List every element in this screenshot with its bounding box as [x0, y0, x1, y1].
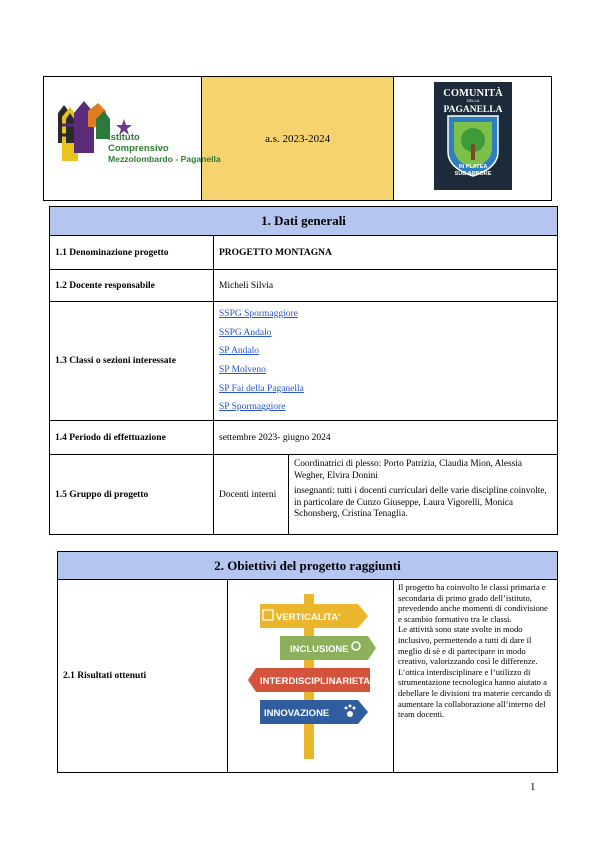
risultati-paragraph-3: L’ottica interdisciplinare e l’utilizzo di strumentazione tecnologica hanno aiutato a debellare le divisioni tra materie cercando di aumentare la collaborazione all’interno del team docenti. [398, 666, 552, 720]
label-classi: 1.3 Classi o sezioni interessate [50, 302, 214, 421]
row-periodo [50, 421, 558, 455]
school-logo-line1: Istituto [108, 132, 140, 143]
sign-verticalita: VERTICALITA' [275, 612, 340, 623]
signpost-illustration [246, 586, 376, 761]
school-logo-cell [44, 77, 221, 201]
comunita-logo-della: DELLA [466, 98, 479, 103]
row-denominazione [50, 236, 558, 270]
section2-title: 2. Obiettivi del progetto raggiunti [214, 557, 401, 573]
school-logo-line3: Mezzolombardo - Paganella [108, 154, 221, 164]
signpost-image-cell [228, 580, 394, 773]
page-number: 1 [530, 781, 536, 793]
link-sspg-andalo[interactable]: SSPG Andalo [219, 327, 272, 338]
risultati-paragraph-1: Il progetto ha coinvolto le classi primaria e secondaria di primo grado dell’istituto, prevedendo anche momenti di condivisione e scambio formativo tra le classi. [398, 582, 548, 624]
section1-header [50, 207, 558, 236]
school-logo-line2: Comprensivo [108, 143, 169, 154]
row-docente [50, 270, 558, 302]
link-sp-andalo[interactable]: SP Andalo [219, 346, 260, 357]
section1-title: 1. Dati generali [261, 213, 346, 228]
comunita-logo-top: COMUNITÀ [442, 88, 503, 99]
label-denominazione: 1.1 Denominazione progetto [50, 236, 214, 270]
link-sp-spormaggiore[interactable]: SP Spormaggiore [219, 402, 286, 413]
dati-generali-table [49, 206, 558, 535]
comunita-logo-cell [394, 77, 552, 201]
value-periodo: settembre 2023- giugno 2024 [214, 421, 558, 455]
gruppo-details [289, 455, 558, 535]
risultati-paragraph-2: Le attività sono state svolte in modo inclusivo, permettendo a tutti di dare il meglio di sè e di partecipare in modo creativo, valorizzando così le differenze. [398, 624, 538, 667]
comunita-logo-motto2: SUB ARBORE [454, 171, 492, 177]
school-year-cell [201, 77, 393, 201]
link-sp-fai-della-paganella[interactable]: SP Fai della Paganella [219, 383, 304, 394]
gruppo-coordinatrici: Coordinatrici di plesso: Porto Patrizia, Claudia Mion, Alessia Wegher, Elvira Donini [294, 459, 523, 481]
obiettivi-table [57, 551, 558, 773]
link-sp-molveno[interactable]: SP Molveno [219, 365, 266, 375]
comunita-logo-motto1: IN PLATEA [458, 164, 487, 170]
label-periodo: 1.4 Periodo di effettuazione [50, 421, 214, 455]
label-docente: 1.2 Docente responsabile [50, 270, 214, 302]
value-denominazione: PROGETTO MONTAGNA [214, 236, 558, 270]
header-table [43, 76, 552, 201]
row-classi [50, 302, 558, 421]
label-gruppo: 1.5 Gruppo di progetto [50, 455, 214, 535]
row-gruppo [50, 455, 558, 535]
section2-header [58, 552, 558, 580]
risultati-text [394, 580, 558, 773]
label-risultati: 2.1 Risultati ottenuti [58, 580, 228, 773]
sign-innovazione: INNOVAZIONE [263, 708, 329, 719]
row-risultati [58, 580, 558, 773]
value-gruppo-sub: Docenti interni [214, 455, 289, 535]
classi-links [214, 302, 558, 421]
gruppo-insegnanti: insegnanti: tutti i docenti curriculari delle varie discipline coinvolte, in particolare de Cunzo Giuseppe, Laura Vigorelli, Monica Schonsberg, Cristina Tenaglia. [294, 486, 547, 519]
sign-interdisciplinarieta: INTERDISCIPLINARIETA' [259, 676, 372, 687]
comunita-paganella-logo [434, 82, 512, 190]
comunita-logo-name: PAGANELLA [443, 105, 503, 115]
school-logo [44, 77, 221, 195]
link-sspg-spormaggiore[interactable]: SSPG Spormaggiore [219, 308, 298, 319]
school-year: a.s. 2023-2024 [265, 132, 331, 145]
sign-inclusione: INCLUSIONE [289, 644, 349, 655]
value-docente: Micheli Silvia [214, 270, 558, 302]
